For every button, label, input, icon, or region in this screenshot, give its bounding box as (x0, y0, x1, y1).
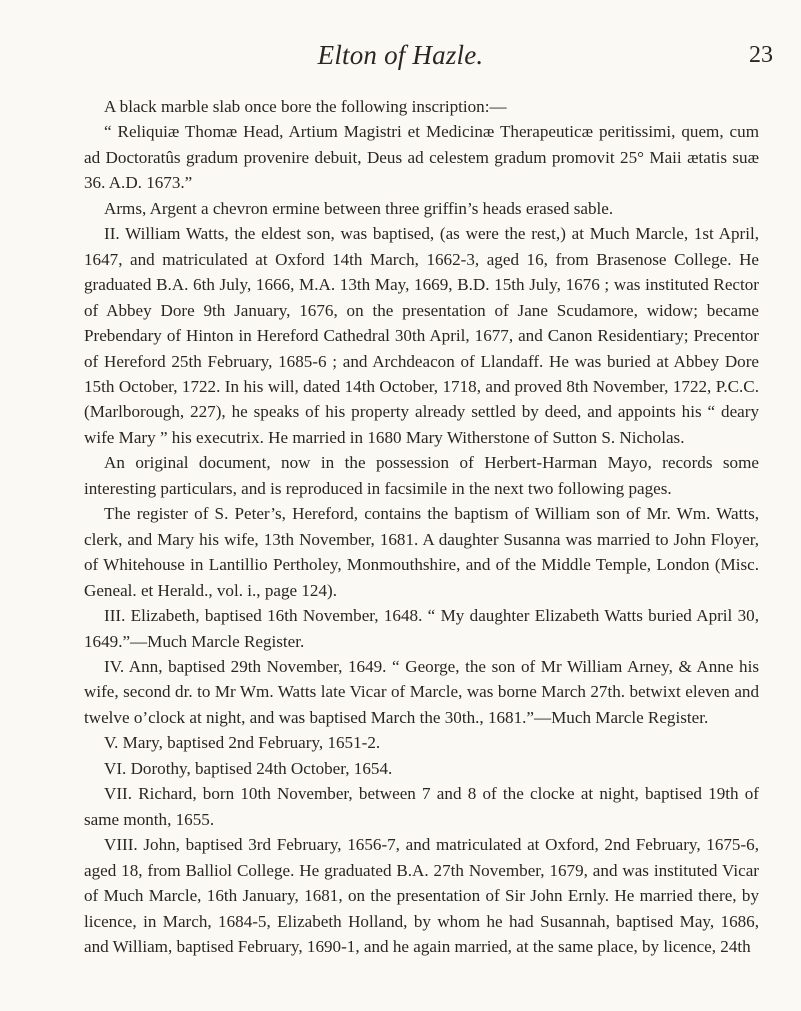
paragraph-richard: VII. Richard, born 10th November, between 7 and 8 of the clocke at night, baptised 19th of same month, 1655. (84, 784, 759, 829)
paragraph-st-peters-register: The register of S. Peter’s, Hereford, contains the baptism of William son of Mr. Wm. Watts, clerk, and Mary his wife, 13th November, 1681. A daughter Susanna was married to John Floyer, of Whitehouse in Lantillio Pertholey, Monmouthshire, and of the Middle Temple, London (Misc. Geneal. et Herald., vol. i., page 124). (84, 504, 759, 600)
page-header (0, 40, 801, 80)
paragraph-william-watts: II. William Watts, the eldest son, was baptised, (as were the rest,) at Much Marcle, 1st April, 1647, and matriculated at Oxford 14th March, 1662-3, aged 16, from Brasenose College. He graduated B.A. 6th July, 1666, M.A. 13th May, 1669, B.D. 15th July, 1676 ; was instituted Rector of Abbey Dore 9th January, 1676, on the presentation of Jane Scudamore, widow; became Prebendary of Hinton in Hereford Cathedral 30th April, 1677, and Canon Residentiary; Precentor of Hereford 25th February, 1685-6 ; and Archdeacon of Llandaff. He was buried at Abbey Dore 15th October, 1722. In his will, dated 14th October, 1718, and proved 8th November, 1722, P.C.C. (Marlborough, 227), he speaks of his property already settled by deed, and appoints his “ deary wife Mary ” his executrix. He married in 1680 Mary Witherstone of Sutton S. Nicholas. (84, 224, 759, 447)
paragraph-ann: IV. Ann, baptised 29th November, 1649. “ George, the son of Mr William Arney, & Anne his wife, second dr. to Mr Wm. Watts late Vicar of Marcle, was borne March 27th. betwixt eleven and twelve o’clock at night, and was baptised March the 30th., 1681.”—Much Marcle Register. (84, 656, 759, 727)
paragraph-original-document: An original document, now in the possession of Herbert-Harman Mayo, records some interesting particulars, and is reproduced in facsimile in the next two following pages. (84, 453, 759, 498)
paragraph-arms: Arms, Argent a chevron ermine between three griffin’s heads erased sable. (104, 198, 614, 218)
paragraph-latin-inscription: “ Reliquiæ Thomæ Head, Artium Magistri et Medicinæ Therapeuticæ peritissimi, quem, cum ad Doctoratûs gradum provenire debuit, Deus ad celestem gradum promovit 25° Maii ætatis suæ 36. A.D. 1673.” (84, 122, 759, 193)
page-number: 23 (749, 42, 773, 68)
paragraph-dorothy: VI. Dorothy, baptised 24th October, 1654. (104, 758, 393, 778)
paragraph-elizabeth: III. Elizabeth, baptised 16th November, 1648. “ My daughter Elizabeth Watts buried April 30, 1649.”—Much Marcle Register. (84, 606, 759, 651)
paragraph-john: VIII. John, baptised 3rd February, 1656-7, and matriculated at Oxford, 2nd February, 1675-6, aged 18, from Balliol College. He graduated B.A. 27th November, 1679, and was instituted Vicar of Much Marcle, 16th January, 1681, on the presentation of Sir John Ernly. He married there, by licence, in March, 1684-5, Elizabeth Holland, by whom he had Susannah, baptised May, 1686, and William, baptised February, 1690-1, and he again married, at the same place, by licence, 24th (84, 835, 759, 956)
paragraph-inscription-intro: A black marble slab once bore the following inscription:— (104, 97, 507, 116)
paragraph-mary: V. Mary, baptised 2nd February, 1651-2. (104, 733, 381, 753)
body-text (84, 94, 759, 959)
running-title: Elton of Hazle. (317, 40, 484, 70)
